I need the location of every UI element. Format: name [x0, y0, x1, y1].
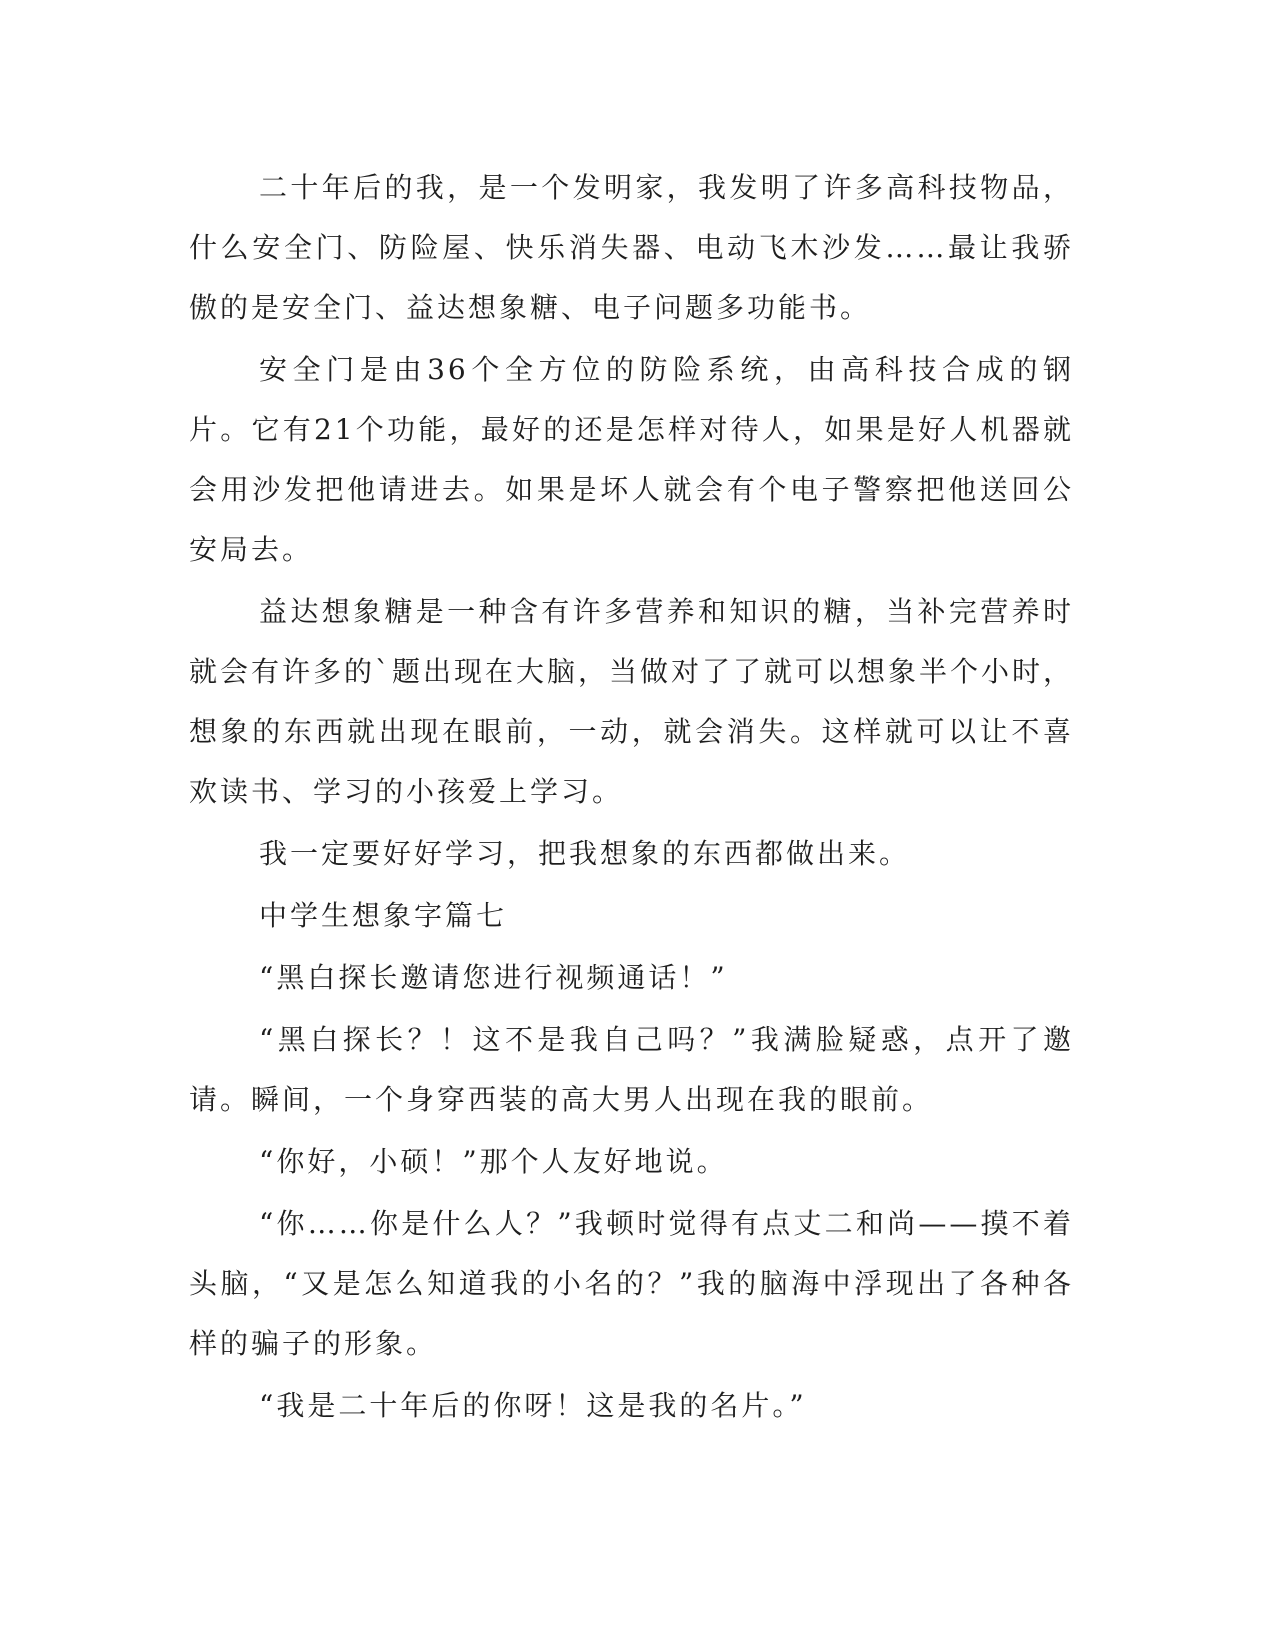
paragraph-question: “你……你是什么人？”我顿时觉得有点丈二和尚——摸不着头脑，“又是怎么知道我的小名的？”我的脑海中浮现出了各种各样的骗子的形象。 [189, 1207, 1074, 1360]
paragraph-safety-door: 安全门是由36个全方位的防险系统，由高科技合成的钢片。它有21个功能，最好的还是怎样对待人，如果是好人机器就会用沙发把他请进去。如果是坏人就会有个电子警察把他送回公安局去。 [189, 353, 1074, 566]
paragraph-confusion: “黑白探长？！这不是我自己吗？”我满脸疑惑，点开了邀请。瞬间，一个身穿西装的高大男人出现在我的眼前。 [189, 1023, 1074, 1116]
paragraph-greeting: “你好，小硕！”那个人友好地说。 [259, 1145, 728, 1178]
section-heading: 中学生想象字篇七 [259, 899, 508, 932]
paragraph-video-call-invite: “黑白探长邀请您进行视频通话！” [259, 961, 728, 994]
paragraph-reveal: “我是二十年后的你呀！这是我的名片。” [259, 1389, 807, 1422]
document-body [189, 158, 1074, 1438]
paragraph-resolution: 我一定要好好学习，把我想象的东西都做出来。 [259, 837, 911, 870]
paragraph-inventor-intro: 二十年后的我，是一个发明家，我发明了许多高科技物品，什么安全门、防险屋、快乐消失器、电动飞木沙发……最让我骄傲的是安全门、益达想象糖、电子问题多功能书。 [189, 171, 1074, 324]
paragraph-imagination-candy: 益达想象糖是一种含有许多营养和知识的糖，当补完营养时就会有许多的`题出现在大脑，当做对了了就可以想象半个小时，想象的东西就出现在眼前，一动，就会消失。这样就可以让不喜欢读书、学习的小孩爱上学习。 [189, 595, 1075, 808]
